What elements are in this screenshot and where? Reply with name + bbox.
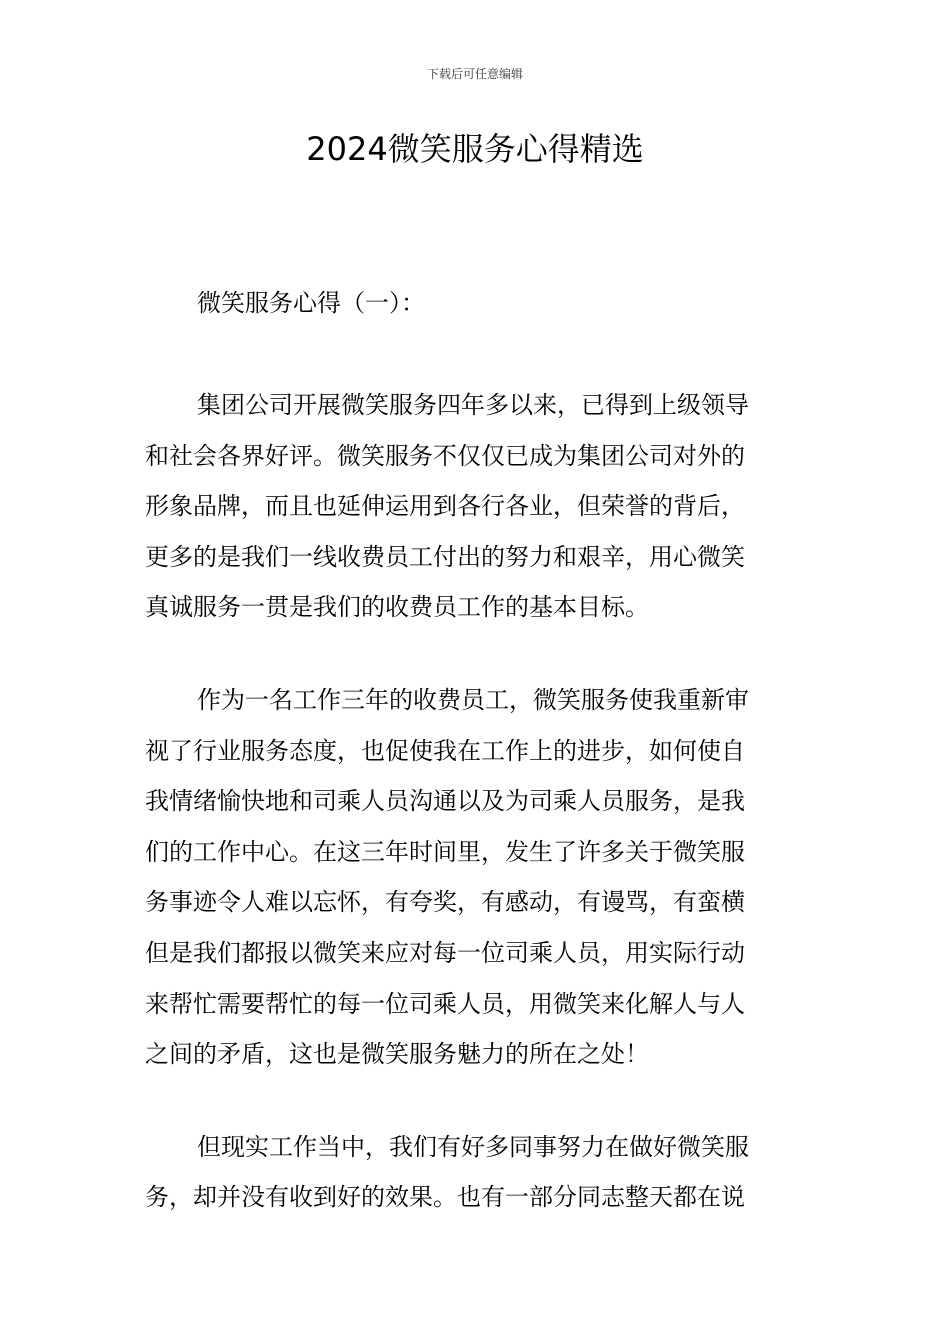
text-line: 作为一名工作三年的收费员工，微笑服务使我重新审	[197, 685, 749, 714]
text-line: 集团公司开展微笑服务四年多以来，已得到上级领导	[197, 391, 749, 419]
paragraph-3	[145, 1122, 809, 1223]
text-line: 和社会各界好评。微笑服务不仅仅已成为集团公司对外的	[145, 441, 745, 470]
header-note: 下载后可任意编辑	[426, 67, 523, 81]
section-heading: 微笑服务心得（一）：	[197, 289, 425, 317]
text-line: 但是我们都报以微笑来应对每一位司乘人员，用实际行动	[145, 938, 745, 967]
text-line: 务，却并没有收到好的效果。也有一部分同志整天都在说	[145, 1183, 745, 1212]
text-line: 之间的矛盾，这也是微笑服务魅力的所在之处！	[145, 1040, 649, 1069]
text-line: 务事迹令人难以忘怀，有夸奖，有感动，有谩骂，有蛮横	[145, 888, 745, 917]
text-line: 但现实工作当中，我们有好多同事努力在做好微笑服	[197, 1132, 749, 1161]
paragraph-1	[145, 380, 809, 633]
text-line: 们的工作中心。在这三年时间里，发生了许多关于微笑服	[145, 837, 745, 866]
text-line: 真诚服务一贯是我们的收费员工作的基本目标。	[145, 593, 649, 622]
text-line: 更多的是我们一线收费员工付出的努力和艰辛，用心微笑	[145, 542, 745, 571]
text-line: 视了行业服务态度，也促使我在工作上的进步，如何使自	[145, 736, 745, 765]
document-title: 2024微笑服务心得精选	[306, 130, 644, 168]
paragraph-2	[145, 675, 809, 1080]
text-line: 形象品牌，而且也延伸运用到各行各业，但荣誉的背后，	[145, 492, 745, 521]
document-body	[145, 278, 809, 1265]
text-line: 来帮忙需要帮忙的每一位司乘人员，用微笑来化解人与人	[145, 989, 745, 1018]
text-line: 我情绪愉快地和司乘人员沟通以及为司乘人员服务，是我	[145, 787, 745, 816]
